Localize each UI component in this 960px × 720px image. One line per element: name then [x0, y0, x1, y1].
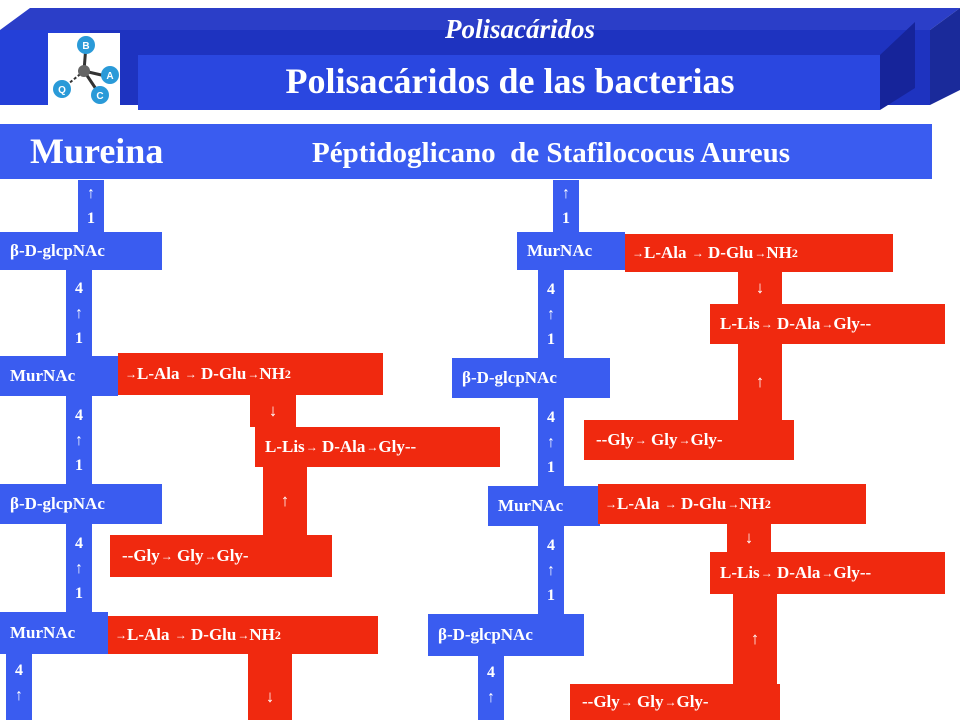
sugar-glcpnac: β-D-glcpNAc — [0, 484, 162, 524]
peptide-stem: → L-Ala → D-Glu → NH 2 — [108, 616, 378, 654]
peptide-stem: → L-Ala → D-Glu → NH 2 — [598, 484, 866, 524]
sugar-murnac: MurNAc — [0, 356, 118, 396]
pentaglycine-bridge: --Gly → Gly → Gly- — [570, 684, 780, 720]
sugar-murnac: MurNAc — [517, 232, 625, 270]
peptide-stem: → L-Ala → D-Glu → NH 2 — [625, 234, 893, 272]
sugar-murnac: MurNAc — [0, 612, 108, 654]
section-banner — [0, 124, 932, 179]
down-arrow-icon: ↓ — [727, 524, 771, 552]
molecule-logo — [48, 33, 120, 105]
glycosidic-link: ↑ 1 — [78, 180, 104, 232]
peptide-crosslink: L-Lis → D-Ala → Gly-- — [255, 427, 500, 467]
peptide-crosslink: L-Lis → D-Ala → Gly-- — [710, 304, 945, 344]
glycosidic-link: 4 ↑ — [478, 656, 504, 720]
pentaglycine-bridge: --Gly → Gly → Gly- — [110, 535, 332, 577]
logo-letter-b: B — [82, 41, 90, 52]
peptide-stem: → L-Ala → D-Glu → NH 2 — [118, 353, 383, 395]
up-arrow-icon: ↑ — [263, 467, 307, 535]
glycosidic-link: 4 ↑ 1 — [66, 396, 92, 484]
glycosidic-link: 4 ↑ 1 — [538, 398, 564, 486]
page-title: Polisacáridos de las bacterias — [285, 61, 735, 101]
up-arrow-icon: ↑ — [733, 594, 777, 684]
up-arrow-icon: ↑ — [738, 344, 782, 420]
glycosidic-link: ↑ 1 — [553, 180, 579, 232]
down-arrow-icon: ↓ — [250, 395, 296, 427]
sugar-glcpnac: β-D-glcpNAc — [428, 614, 584, 656]
glycosidic-link: 4 ↑ 1 — [538, 526, 564, 614]
peptide-crosslink: L-Lis → D-Ala → Gly-- — [710, 552, 945, 594]
sugar-glcpnac: β-D-glcpNAc — [452, 358, 610, 398]
pentaglycine-bridge: --Gly → Gly → Gly- — [584, 420, 794, 460]
top-title: Polisacáridos — [444, 14, 595, 44]
down-arrow-icon: ↓ — [248, 654, 292, 720]
glycosidic-link: 4 ↑ 1 — [66, 524, 92, 612]
logo-letter-c: C — [96, 91, 104, 102]
peptidoglycan-label: Péptidoglicano de Stafilococus Aureus — [312, 137, 790, 169]
mureina-label: Mureina — [30, 131, 164, 171]
sugar-murnac: MurNAc — [488, 486, 600, 526]
sugar-glcpnac: β-D-glcpNAc — [0, 232, 162, 270]
glycosidic-link: 4 ↑ 1 — [66, 270, 92, 356]
down-arrow-icon: ↓ — [738, 272, 782, 304]
logo-letter-a: A — [106, 71, 114, 82]
glycosidic-link: 4 ↑ — [6, 654, 32, 720]
glycosidic-link: 4 ↑ 1 — [538, 270, 564, 358]
logo-letter-q: Q — [58, 85, 66, 96]
